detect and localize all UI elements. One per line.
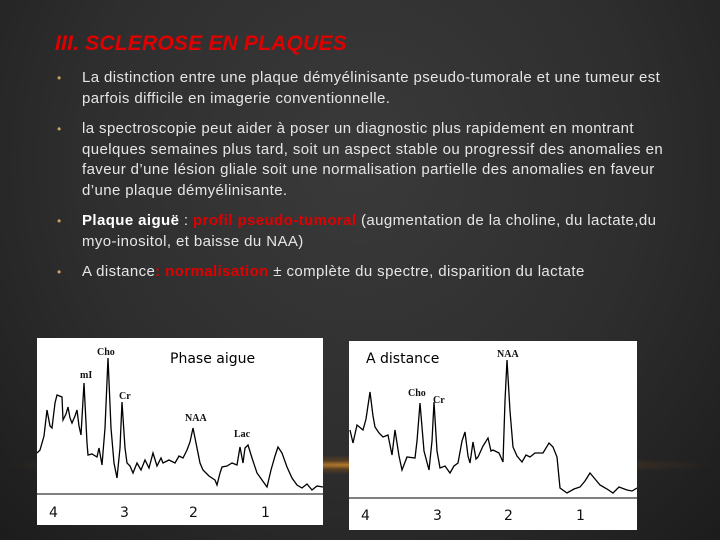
bullet-text: la spectroscopie peut aider à poser un diagnostic plus rapidement en montrant quelques semaines plus tard, soit un aspect stable ou progressif des anomalies en faveur d’une lésion gliale soit une normalisation partielle des anomalies en faveur d’une plaque démyélinisante. — [82, 120, 664, 199]
peak-label-cr: Cr — [433, 395, 445, 406]
bullet-icon: • — [57, 214, 62, 228]
peak-label-cr: Cr — [119, 391, 131, 402]
tick-label: 4 — [361, 508, 370, 524]
tick-label: 1 — [576, 508, 585, 524]
spectrum-acute-image — [37, 338, 323, 525]
bullet-item — [55, 68, 675, 109]
bullet-list — [55, 68, 675, 293]
peak-label-naa: NAA — [185, 413, 207, 424]
peak-label-cho: Cho — [97, 347, 115, 358]
bullet-icon: • — [57, 122, 62, 136]
tick-label: 2 — [189, 505, 198, 521]
bullet-highlight: : normalisation — [155, 263, 269, 280]
bullet-highlight: profil pseudo-tumoral — [193, 212, 357, 229]
spectrum-caption: Phase aigue — [170, 351, 256, 367]
bullet-icon: • — [57, 265, 62, 279]
spectrum-late-image — [349, 341, 637, 530]
bullet-text: ± complète du spectre, disparition du lactate — [268, 263, 585, 280]
bullet-sep: : — [179, 212, 194, 229]
bullet-item — [55, 119, 675, 201]
bullet-text: La distinction entre une plaque démyélinisante pseudo-tumorale et une tumeur est parfois difficile en imagerie conventionnelle. — [82, 69, 661, 107]
peak-label-naa: NAA — [497, 349, 519, 360]
tick-label: 1 — [261, 505, 270, 521]
tick-label: 3 — [120, 505, 129, 521]
spectrum-caption: A distance — [366, 351, 440, 367]
bullet-bold-text: Plaque aiguë — [82, 212, 180, 229]
bullet-text: A distance — [82, 263, 156, 280]
bullet-item — [55, 211, 675, 252]
tick-label: 4 — [49, 505, 58, 521]
tick-label: 2 — [504, 508, 513, 524]
slide-title: III. SCLEROSE EN PLAQUES — [55, 32, 347, 55]
spectrum-line — [350, 360, 637, 493]
peak-label-cho: Cho — [408, 388, 426, 399]
bullet-icon: • — [57, 71, 62, 85]
bullet-item — [55, 262, 675, 283]
tick-label: 3 — [433, 508, 442, 524]
peak-label-mi: mI — [80, 370, 93, 381]
bullet-text: (augmentation de la choline, du lactate,du myo-inositol, et baisse du NAA) — [82, 212, 657, 250]
peak-label-lac: Lac — [234, 429, 251, 440]
